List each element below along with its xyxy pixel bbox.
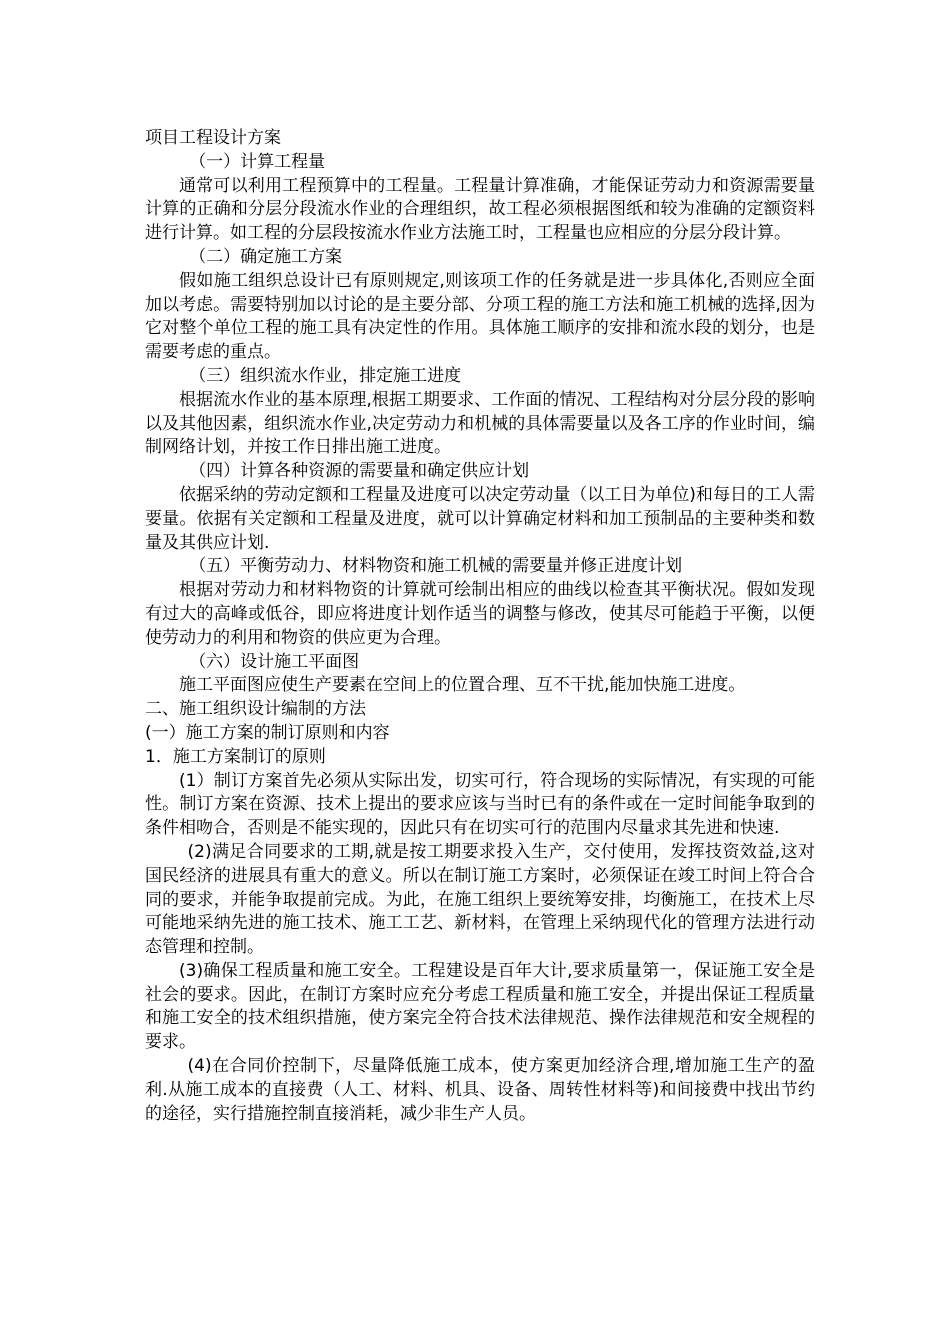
document-body bbox=[145, 127, 815, 1126]
paragraph: (1）制订方案首先必须从实际出发，切实可行，符合现场的实际情况，有实现的可能性。制订方案在资源、技术上提出的要求应该与当时已有的条件或在一定时间能争取到的条件相吻合，否则是不能实现的，因此只有在切实可行的范围内尽量求其先进和快速. bbox=[145, 770, 815, 839]
section-heading: （五）平衡劳动力、材料物资和施工机械的需要量并修正进度计划 bbox=[189, 556, 683, 577]
paragraph: 假如施工组织总设计已有原则规定,则该项工作的任务就是进一步具体化,否则应全面加以考虑。需要特别加以讨论的是主要分部、分项工程的施工方法和施工机械的选择,因为它对整个单位工程的施工具有决定性的作用。具体施工顺序的安排和流水段的划分，也是需要考虑的重点。 bbox=[145, 270, 815, 363]
paragraph: (4)在合同价控制下，尽量降低施工成本，使方案更加经济合理,增加施工生产的盈利.从施工成本的直接费（人工、材料、机具、设备、周转性材料等)和间接费中找出节约的途径，实行措施控制直接消耗，减少非生产人员。 bbox=[145, 1056, 815, 1124]
section-heading: （二）确定施工方案 bbox=[189, 246, 343, 267]
paragraph: 依据采纳的劳动定额和工程量及进度可以决定劳动量（以工日为单位)和每日的工人需要量。依据有关定额和工程量及进度，就可以计算确定材料和加工预制品的主要种类和数量及其供应计划. bbox=[145, 484, 815, 553]
document-title: 项目工程设计方案 bbox=[145, 128, 281, 148]
paragraph: 根据对劳动力和材料物资的计算就可绘制出相应的曲线以检查其平衡状况。假如发现有过大的高峰或低谷，即应将进度计划作适当的调整与修改，使其尽可能趋于平衡，以便使劳动力的利用和物资的供应更为合理。 bbox=[145, 580, 815, 648]
section-heading: （四）计算各种资源的需要量和确定供应计划 bbox=[189, 461, 530, 482]
paragraph: (2)满足合同要求的工期,就是按工期要求投入生产，交付使用，发挥技资效益,这对国民经济的进展具有重大的意义。所以在制订施工方案时，必须保证在竣工时间上符合合同的要求，并能争取提前完成。为此，在施工组织上要统筹安排，均衡施工，在技术上尽可能地采纳先进的施工技术、施工工艺、新材料，在管理上采纳现代化的管理方法进行动态管理和控制。 bbox=[145, 841, 815, 958]
paragraph: 根据流水作业的基本原理,根据工期要求、工作面的情况、工程结构对分层分段的影响以及其他因素，组织流水作业,决定劳动力和机械的具体需要量以及各工序的作业时间，编制网络计划，并按工作日排出施工进度。 bbox=[145, 389, 815, 458]
subsection-heading: 1．施工方案制订的原则 bbox=[145, 746, 326, 767]
paragraph: 通常可以利用工程预算中的工程量。工程量计算准确，才能保证劳动力和资源需要量计算的正确和分层分段流水作业的合理组织，故工程必须根据图纸和较为准确的定额资料进行计算。如工程的分层段按流水作业方法施工时，工程量也应相应的分层分段计算。 bbox=[145, 175, 815, 244]
subsection-heading: (一）施工方案的制订原则和内容 bbox=[145, 722, 390, 743]
paragraph: (3)确保工程质量和施工安全。工程建设是百年大计,要求质量第一，保证施工安全是社会的要求。因此，在制订方案时应充分考虑工程质量和施工安全，并提出保证工程质量和施工安全的技术组织措施，使方案完全符合技术法律规范、操作法律规范和安全规程的要求。 bbox=[145, 960, 815, 1053]
section-heading: （三）组织流水作业，排定施工进度 bbox=[189, 365, 462, 386]
paragraph: 施工平面图应使生产要素在空间上的位置合理、互不干扰,能加快施工进度。 bbox=[179, 675, 746, 696]
section-heading: （六）设计施工平面图 bbox=[189, 651, 360, 672]
section-heading: （一）计算工程量 bbox=[189, 151, 326, 172]
chapter-heading: 二、施工组织设计编制的方法 bbox=[145, 699, 366, 720]
